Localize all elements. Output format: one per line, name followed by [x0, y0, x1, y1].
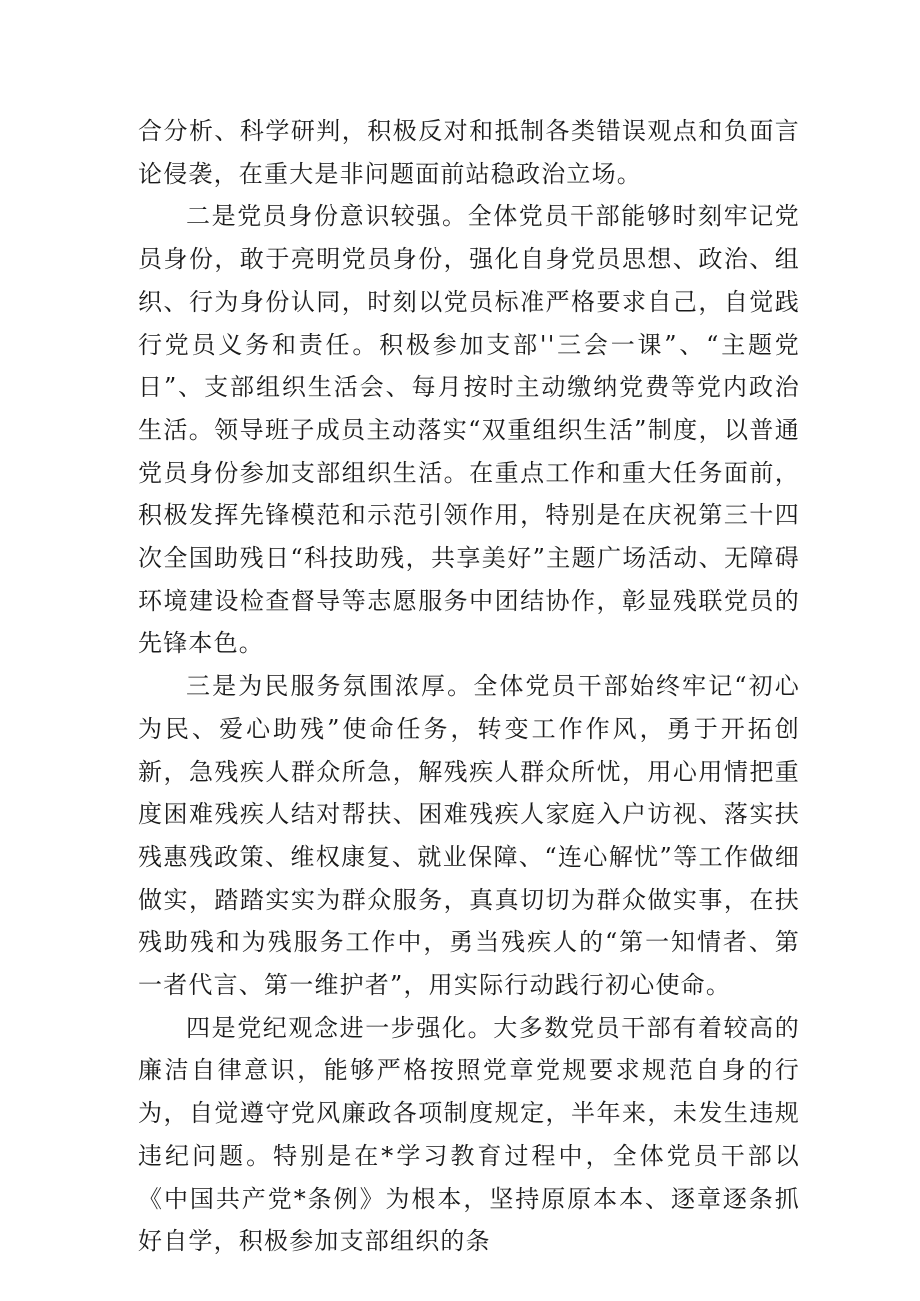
- paragraph-2: 二是党员身份意识较强。全体党员干部能够时刻牢记党员身份，敢于亮明党员身份，强化自身党员思想、政治、组织、行为身份认同，时刻以党员标准严格要求自己，自觉践行党员义务和责任。积极参加支部''三会一课”、“主题党日”、支部组织生活会、每月按时主动缴纳党费等党内政治生活。领导班子成员主动落实“双重组织生活”制度，以普通党员身份参加支部组织生活。在重点工作和重大任务面前，积极发挥先锋模范和示范引领作用，特别是在庆祝第三十四次全国助残日“科技助残，共享美好”主题广场活动、无障碍环境建设检查督导等志愿服务中团结协作，彰显残联党员的先锋本色。: [138, 202, 800, 658]
- paragraph-1: 合分析、科学研判，积极反对和抵制各类错误观点和负面言论侵袭，在重大是非问题面前站稳政治立场。: [138, 117, 800, 188]
- body-text: [138, 110, 800, 1263]
- paragraph-4: 四是党纪观念进一步强化。大多数党员干部有着较高的廉洁自律意识，能够严格按照党章党规要求规范自身的行为，自觉遵守党风廉政各项制度规定，半年来，未发生违规违纪问题。特别是在*学习教育过程中，全体党员干部以《中国共产党*条例》为根本，坚持原原本本、逐章逐条抓好自学，积极参加支部组织的条: [138, 1013, 800, 1256]
- paragraph-3: 三是为民服务氛围浓厚。全体党员干部始终牢记“初心为民、爱心助残”使命任务，转变工作作风，勇于开拓创新，急残疾人群众所急，解残疾人群众所忧，用心用情把重度困难残疾人结对帮扶、困难残疾人家庭入户访视、落实扶残惠残政策、维权康复、就业保障、“连心解忧”等工作做细做实，踏踏实实为群众服务，真真切切为群众做实事，在扶残助残和为残服务工作中，勇当残疾人的“第一知情者、第一者代言、第一维护者”，用实际行动践行初心使命。: [138, 672, 800, 1000]
